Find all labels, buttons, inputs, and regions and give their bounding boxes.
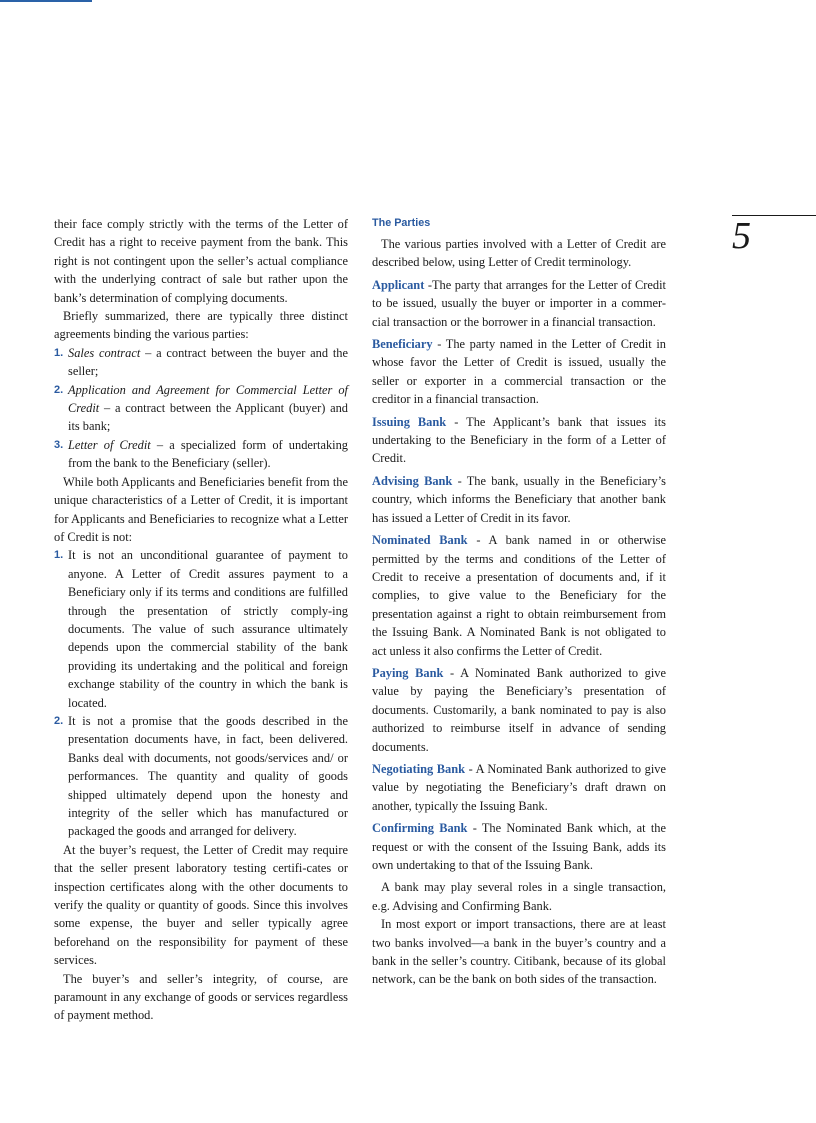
section-heading: The Parties (372, 217, 431, 229)
term-name: Beneficiary (372, 337, 433, 352)
term-text: -The party that arranges for the Letter of Credit to be issued, usually the buyer or importer in a commer-cial transaction or the borrower in a financial transaction. (372, 277, 666, 329)
list-number: 2. (54, 714, 64, 727)
paragraph: In most export or import transactions, there are at least two banks involved—a bank in the buyer’s country and a bank in the seller’s country. Citibank, because of its global network, can be the bank on both sides of the transaction. (372, 917, 666, 987)
left-column (54, 215, 348, 1025)
term-name: Nominated Bank (372, 533, 468, 548)
list-item-text: – a contract between the buyer and the seller; (68, 345, 348, 379)
term-definition (372, 472, 666, 527)
paragraph: The various parties involved with a Letter of Credit are described below, using Letter of Credit terminology. (372, 237, 666, 270)
term-name: Issuing Bank (372, 414, 447, 429)
term-name: Confirming Bank (372, 821, 468, 836)
not-list (54, 546, 348, 841)
term-definition (372, 531, 666, 660)
term-text: - The party named in the Letter of Credit in whose favor the Letter of Credit is issued, usually the seller or exporter in a commercial transaction or the creditor in a financial transaction. (372, 337, 666, 407)
term-text: - The Applicant’s bank that issues its undertaking to the Beneficiary in the form of a Letter of Credit. (372, 414, 666, 466)
right-column (372, 215, 666, 989)
list-number: 1. (54, 549, 64, 562)
term-definition (372, 819, 666, 874)
term-definition (372, 760, 666, 815)
list-item (54, 712, 348, 841)
term-definition (372, 413, 666, 468)
term-text: - A bank named in or otherwise permitted by the terms and conditions of the Letter of Credit to receive a presentation of documents and, if it complies, to give value to the Beneficiary for the presentation against a right to obtain reimbursement from the Issuing Bank. A Nominated Bank is not obligated to act unless it also confirms the Letter of Credit. (372, 533, 666, 658)
term-definition (372, 276, 666, 331)
list-item (54, 344, 348, 381)
paragraph: While both Applicants and Beneficiaries benefit from the unique characteristics of a Letter of Credit, it is important for Applicants and Beneficiaries to recognize what a Letter of Credit is not: (54, 474, 348, 544)
agreements-list (54, 344, 348, 473)
list-item (54, 381, 348, 436)
term-text: - A Nominated Bank authorized to give value by paying the Beneficiary’s presentation of documents. Customarily, a bank nominated to pay is also authorized to reimburse itself in advance of sending documents. (372, 665, 666, 754)
term-name: Paying Bank (372, 665, 444, 680)
list-item-title: Sales contract (68, 345, 141, 360)
list-item-title: Letter of Credit (68, 437, 151, 452)
list-item-text: – a specialized form of undertaking from the bank to the Beneficiary (seller). (68, 437, 348, 471)
list-item-text: It is not an unconditional guarantee of payment to anyone. A Letter of Credit assures payment to a Beneficiary only if its terms and conditions are fulfilled through the presentation of strictly comply-ing documents. The value of such assurance ultimately depends upon the commercial stability of the bank providing its undertaking and the political and foreign exchange stability of the country in which the bank is located. (68, 548, 348, 710)
term-text: - The bank, usually in the Beneficiary’s country, which informs the Beneficiary that another bank has issued a Letter of Credit in its favor. (372, 473, 667, 525)
term-text: - The Nominated Bank which, at the request or with the consent of the Issuing Bank, adds its own undertaking to that of the Issuing Bank. (372, 821, 666, 872)
term-name: Applicant (372, 277, 425, 292)
list-number: 3. (54, 438, 64, 451)
term-name: Advising Bank (372, 473, 453, 488)
term-definition (372, 664, 666, 756)
term-definition (372, 335, 666, 409)
list-number: 2. (54, 383, 64, 396)
top-accent-rule (0, 0, 92, 2)
term-name: Negotiating Bank (372, 761, 466, 776)
list-item-text: – a contract between the Applicant (buyer) and its bank; (68, 401, 348, 434)
page-number: 5 (732, 215, 751, 257)
paragraph: At the buyer’s request, the Letter of Credit may require that the seller present laboratory testing certifi-cates or inspection certificates along with the other documents to verify the quality or quantity of goods. Since this involves some expense, the buyer and seller typically agree beforehand on the responsibility for payment of these services. (54, 842, 348, 968)
term-text: - A Nominated Bank authorized to give value by negotiating the Beneficiary’s draft drawn on another, typically the Issuing Bank. (372, 761, 666, 813)
paragraph: The buyer’s and seller’s integrity, of course, are paramount in any exchange of goods or services regardless of payment method. (54, 971, 348, 1023)
list-item-title: Application and Agreement for Commercial Letter of Credit (68, 382, 348, 416)
list-number: 1. (54, 346, 64, 359)
paragraph: A bank may play several roles in a single transaction, e.g. Advising and Confirming Bank. (372, 880, 666, 913)
list-item (54, 546, 348, 712)
list-item (54, 436, 348, 473)
list-item-text: It is not a promise that the goods described in the presentation documents have, in fact, been delivered. Banks deal with documents, not goods/services and/ or performances. The quantity and quality of goods shipped ultimately depend upon the honesty and integrity of the seller which has manufactured or packaged the goods and arranged for delivery. (68, 713, 348, 839)
paragraph: Briefly summarized, there are typically three distinct agreements binding the various parties: (54, 309, 348, 342)
paragraph: their face comply strictly with the terms of the Letter of Credit has a right to receive payment from the bank. This right is not contingent upon the seller’s actual compliance with the underlying contract of sale but rather upon the bank’s determination of complying documents. (54, 217, 348, 305)
